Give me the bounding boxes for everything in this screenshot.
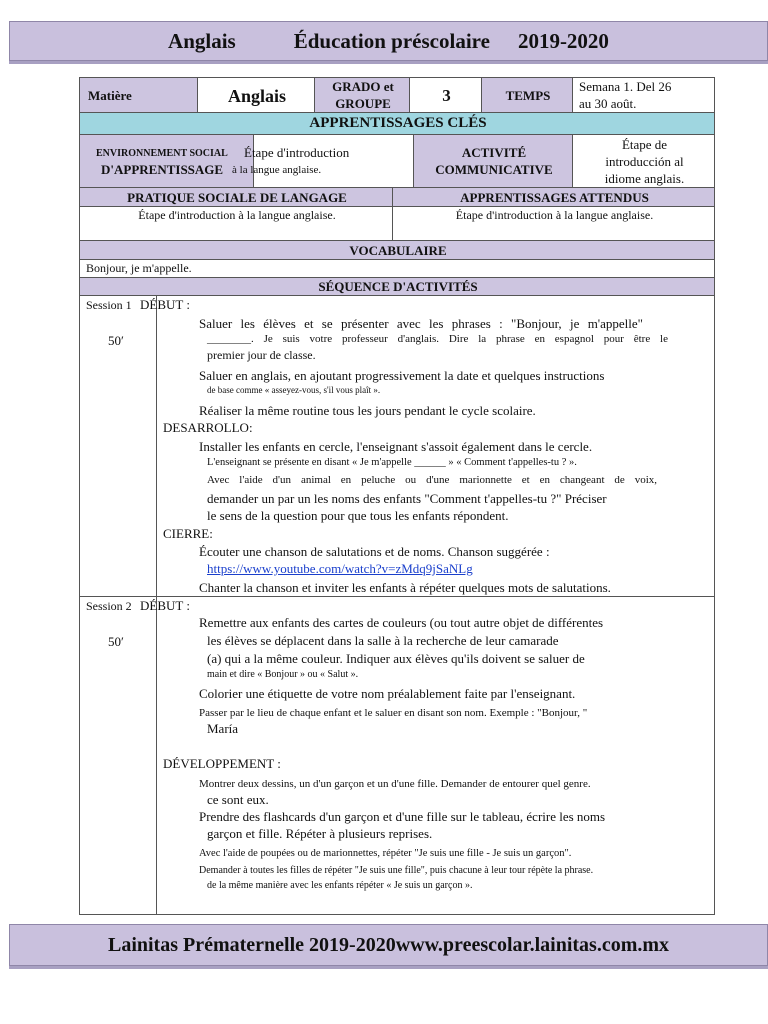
grado-label-cell [314, 77, 410, 113]
footer-text: Lainitas Prématernelle 2019-2020www.preescolar.lainitas.com.mx [107, 933, 670, 956]
s1-b1-l3: premier jour de classe. [207, 348, 316, 362]
environnement-value-cell [253, 134, 414, 188]
grado-label-1: GRADO et [332, 79, 394, 94]
s2-b4-l1: Montrer deux dessins, un d'un garçon et un d'une fille. Demander de entourer quel genre. [199, 778, 591, 790]
session2-label: Session 2 [86, 599, 132, 613]
apprentissages-cles-title: APPRENTISSAGES CLÉS [309, 115, 487, 131]
s1-b4-l5: le sens de la question pour que tous les enfants répondent. [207, 508, 509, 523]
s2-b5-l2: garçon et fille. Répéter à plusieurs reprises. [207, 826, 433, 841]
session2-debut: DÉBUT : [140, 598, 190, 613]
apprentissages-cles-header [79, 112, 715, 135]
s1-b4-l2: L'enseignant se présente en disant « Je m'appelle ______ » « Comment t'appelles-tu ? ». [207, 457, 577, 468]
session1-duration: 50ʹ [108, 333, 124, 348]
grado-label-2: GROUPE [335, 96, 391, 111]
s2-b2-l1: Colorier une étiquette de votre nom préalablement faite par l'enseignant. [199, 686, 576, 701]
matiere-label-cell [79, 77, 198, 113]
attendus-text: Étape d'introduction à la langue anglaise. [455, 208, 654, 222]
attendus-header-cell [392, 187, 715, 207]
s2-developpement: DÉVELOPPEMENT : [163, 756, 281, 771]
s1-b6-l1: Chanter la chanson et inviter les enfants à répéter quelques mots de salutations. [199, 580, 611, 595]
s1-desarrollo: DESARROLLO: [163, 420, 253, 435]
s2-b5-l1: Prendre des flashcards d'un garçon et d'une fille sur le tableau, écrire les noms [199, 809, 606, 824]
session2-duration: 50ʹ [108, 634, 124, 649]
environnement-label-2: D'APPRENTISSAGE [101, 162, 224, 177]
s1-cierre: CIERRE: [163, 526, 213, 541]
s1-b4-l4: demander un par un les noms des enfants "Comment t'appelles-tu ?" Préciser [207, 491, 607, 506]
etape-line-1: Étape de [621, 137, 668, 152]
activite-label-1: ACTIVITÉ [461, 145, 527, 160]
environnement-value-2: à la langue anglaise. [232, 164, 322, 176]
pratique-header-cell [79, 187, 393, 207]
s2-b1-l2: les élèves se déplacent dans la salle à la recherche de leur camarade [207, 633, 559, 648]
s1-b1-l1: Saluer les élèves et se présenter avec les phrases : "Bonjour, je m'appelle" [199, 316, 643, 331]
etape-line-2: introducción al [605, 154, 684, 169]
s2-b4-l2: ce sont eux. [207, 792, 269, 807]
temps-value-2: au 30 août. [579, 96, 637, 111]
s1-b4-l3: Avec l'aide d'un animal en peluche ou d'une marionnette et en changeant de voix, [207, 474, 657, 486]
s2-b3-l1: Passer par le lieu de chaque enfant et le saluer en disant son nom. Exemple : "Bonjour, " [199, 707, 588, 719]
session1-label: Session 1 [86, 298, 132, 312]
header-year: 2019-2020 [517, 28, 609, 53]
temps-label: TEMPS [505, 88, 551, 103]
activite-label-2: COMMUNICATIVE [435, 162, 553, 177]
vocabulaire-header: VOCABULAIRE [349, 243, 447, 258]
s1-b5-l1: Écouter une chanson de salutations et de noms. Chanson suggérée : [199, 544, 550, 559]
header-banner [9, 21, 768, 61]
environnement-label-cell [79, 134, 254, 188]
s1-b2-l2: de base comme « asseyez-vous, s'il vous plaît ». [207, 385, 381, 395]
attendus-text-cell [392, 206, 715, 241]
vocabulaire-text-cell [79, 259, 715, 278]
session1-debut: DÉBUT : [140, 297, 190, 312]
matiere-label: Matière [88, 88, 132, 103]
s2-b3-l2: María [207, 721, 239, 736]
temps-value-1: Semana 1. Del 26 [579, 79, 672, 94]
temps-label-cell [481, 77, 573, 113]
s2-b6-l1: Avec l'aide de poupées ou de marionnettes, répéter "Je suis une fille - Je suis un garçon". [199, 848, 572, 859]
grado-value: 3 [442, 86, 451, 105]
footer-banner [9, 924, 768, 966]
s2-b7-l2: de la même manière avec les enfants répéter « Je suis un garçon ». [207, 880, 473, 891]
s2-b1-l1: Remettre aux enfants des cartes de couleurs (ou tout autre objet de différentes [199, 615, 604, 630]
s1-b3-l1: Réaliser la même routine tous les jours pendant le cycle scolaire. [199, 403, 536, 418]
attendus-header: APPRENTISSAGES ATTENDUS [460, 190, 649, 205]
s1-b2-l1: Saluer en anglais, en ajoutant progressivement la date et quelques instructions [199, 368, 605, 383]
header-level: Éducation préscolaire [293, 28, 490, 53]
temps-value-cell [572, 77, 715, 113]
etape-cell [572, 134, 715, 188]
pratique-text-cell [79, 206, 393, 241]
vocabulaire-text: Bonjour, je m'appelle. [86, 261, 192, 275]
activite-label-cell [413, 134, 573, 188]
header-subject: Anglais [168, 28, 236, 53]
matiere-value: Anglais [227, 86, 287, 106]
song-link[interactable]: https://www.youtube.com/watch?v=zMdq9jSaNLg [207, 561, 473, 576]
grado-value-cell [409, 77, 482, 113]
s1-b1-l2: ________. Je suis votre professeur d'anglais. Dire la phrase en espagnol pour être le [207, 333, 668, 345]
pratique-text: Étape d'introduction à la langue anglaise. [138, 208, 336, 222]
environnement-value-1: Étape d'introduction [244, 145, 350, 160]
sequence-header-cell [79, 277, 715, 296]
environnement-label-1: ENVIRONNEMENT SOCIAL [96, 148, 228, 159]
pratique-header: PRATIQUE SOCIALE DE LANGAGE [127, 190, 347, 205]
s1-b4-l1: Installer les enfants en cercle, l'enseignant s'assoit également dans le cercle. [199, 439, 593, 454]
sequence-header: SÉQUENCE D'ACTIVITÉS [318, 279, 478, 294]
s2-b1-l4: main et dire « Bonjour » ou « Salut ». [207, 669, 359, 680]
s2-b7-l1: Demander à toutes les filles de répéter "Je suis une fille", puis chacune à leur tour répète la phrase. [199, 865, 594, 876]
vocabulaire-header-cell [79, 240, 715, 260]
matiere-value-cell [197, 77, 315, 113]
s2-b1-l3: (a) qui a la même couleur. Indiquer aux élèves qu'ils doivent se saluer de [207, 651, 585, 666]
etape-line-3: idiome anglais. [604, 171, 685, 186]
